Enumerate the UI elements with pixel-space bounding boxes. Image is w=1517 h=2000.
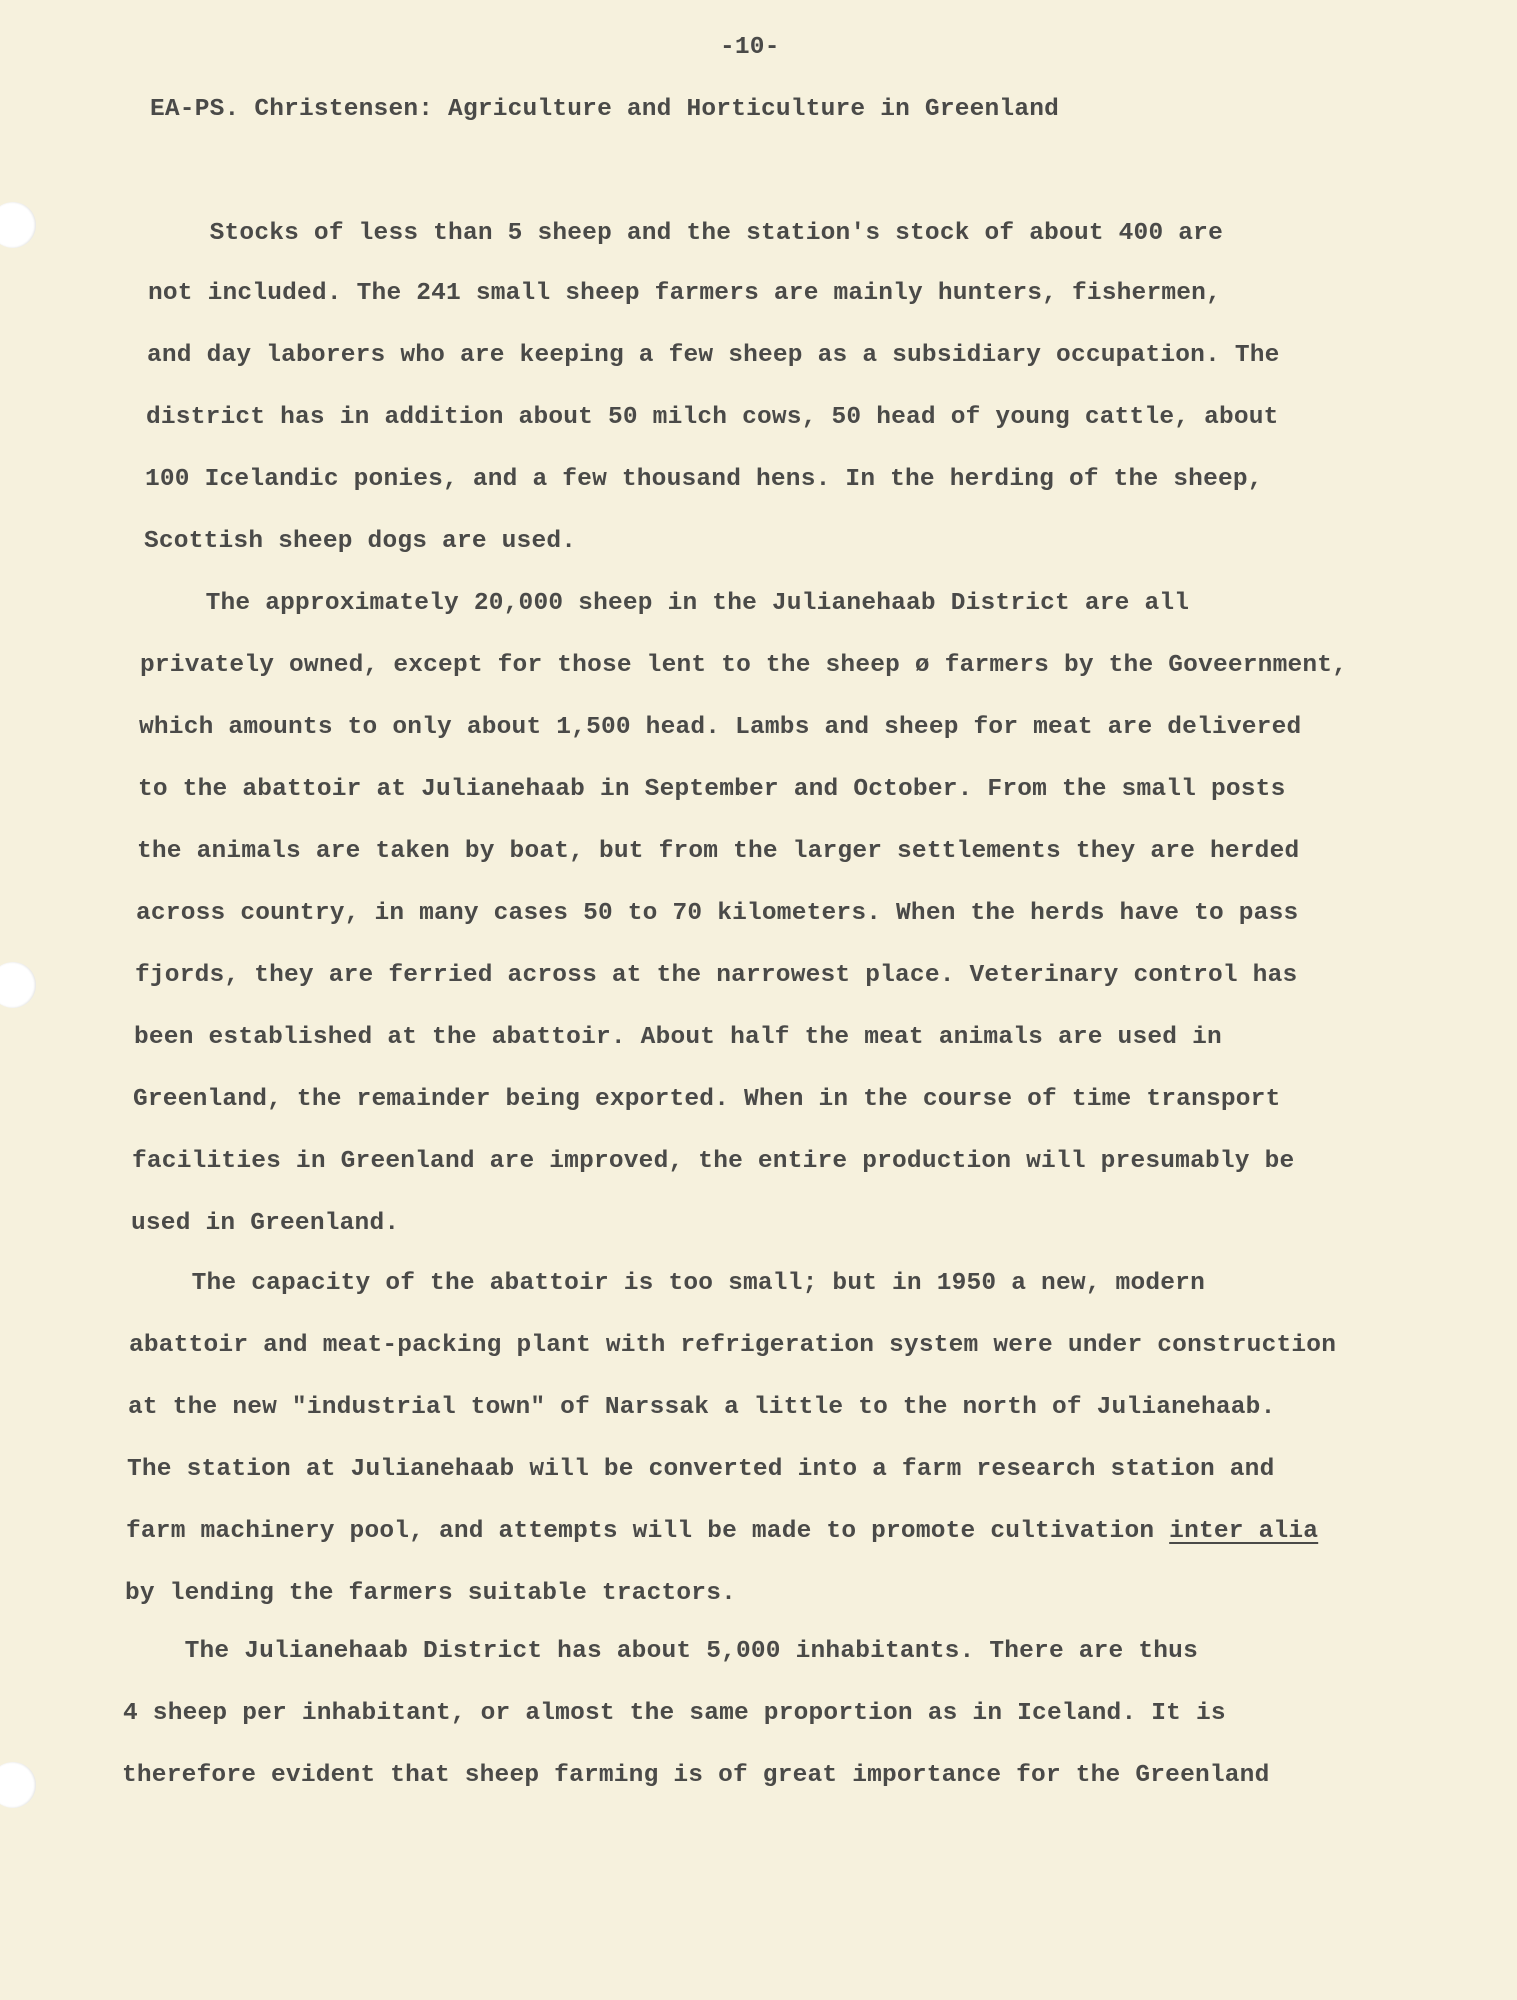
punch-hole [0, 962, 36, 1008]
text-line: privately owned, except for those lent to the sheep ø farmers by the Goveernment, [140, 652, 1348, 679]
text-line: to the abattoir at Julianehaab in September and October. From the small posts [138, 776, 1286, 803]
text-line: which amounts to only about 1,500 head. Lambs and sheep for meat are delivered [139, 714, 1302, 741]
text-line: at the new "industrial town" of Narssak a little to the north of Julianehaab. [128, 1394, 1276, 1421]
text-line: fjords, they are ferried across at the narrowest place. Veterinary control has [135, 962, 1298, 989]
text-line: facilities in Greenland are improved, the entire production will presumably be [132, 1148, 1295, 1175]
text-line [126, 1518, 1318, 1545]
text-line: by lending the farmers suitable tractors. [125, 1580, 736, 1607]
text-line: The capacity of the abattoir is too small; but in 1950 a new, modern [132, 1270, 1205, 1297]
text-line: and day laborers who are keeping a few sheep as a subsidiary occupation. The [147, 342, 1280, 369]
text-line: been established at the abattoir. About half the meat animals are used in [134, 1024, 1222, 1051]
text-line: The approximately 20,000 sheep in the Julianehaab District are all [146, 590, 1190, 617]
text-line: used in Greenland. [131, 1210, 400, 1237]
punch-hole [0, 1762, 36, 1808]
text-line: district has in addition about 50 milch cows, 50 head of young cattle, about [146, 404, 1279, 431]
text-line: abattoir and meat-packing plant with refrigeration system were under construction [129, 1332, 1337, 1359]
text-line-main: farm machinery pool, and attempts will be made to promote cultivation [126, 1518, 1170, 1545]
text-line: Scottish sheep dogs are used. [144, 528, 577, 555]
text-line: 100 Icelandic ponies, and a few thousand hens. In the herding of the sheep, [145, 466, 1263, 493]
document-header: EA-PS. Christensen: Agriculture and Horticulture in Greenland [150, 96, 1060, 123]
text-line: The station at Julianehaab will be converted into a farm research station and [127, 1456, 1275, 1483]
text-line: the animals are taken by boat, but from the larger settlements they are herded [137, 838, 1300, 865]
underlined-phrase: inter alia [1169, 1518, 1319, 1545]
text-line: Stocks of less than 5 sheep and the station's stock of about 400 are [150, 220, 1223, 247]
text-line: 4 sheep per inhabitant, or almost the same proportion as in Iceland. It is [123, 1700, 1226, 1727]
text-line: across country, in many cases 50 to 70 kilometers. When the herds have to pass [136, 900, 1299, 927]
punch-hole [0, 202, 36, 248]
text-line: not included. The 241 small sheep farmers are mainly hunters, fishermen, [148, 280, 1221, 307]
page-number: -10- [720, 34, 780, 61]
text-line: The Julianehaab District has about 5,000 inhabitants. There are thus [125, 1638, 1198, 1665]
text-line: therefore evident that sheep farming is of great importance for the Greenland [122, 1762, 1270, 1789]
text-line: Greenland, the remainder being exported. When in the course of time transport [133, 1086, 1281, 1113]
